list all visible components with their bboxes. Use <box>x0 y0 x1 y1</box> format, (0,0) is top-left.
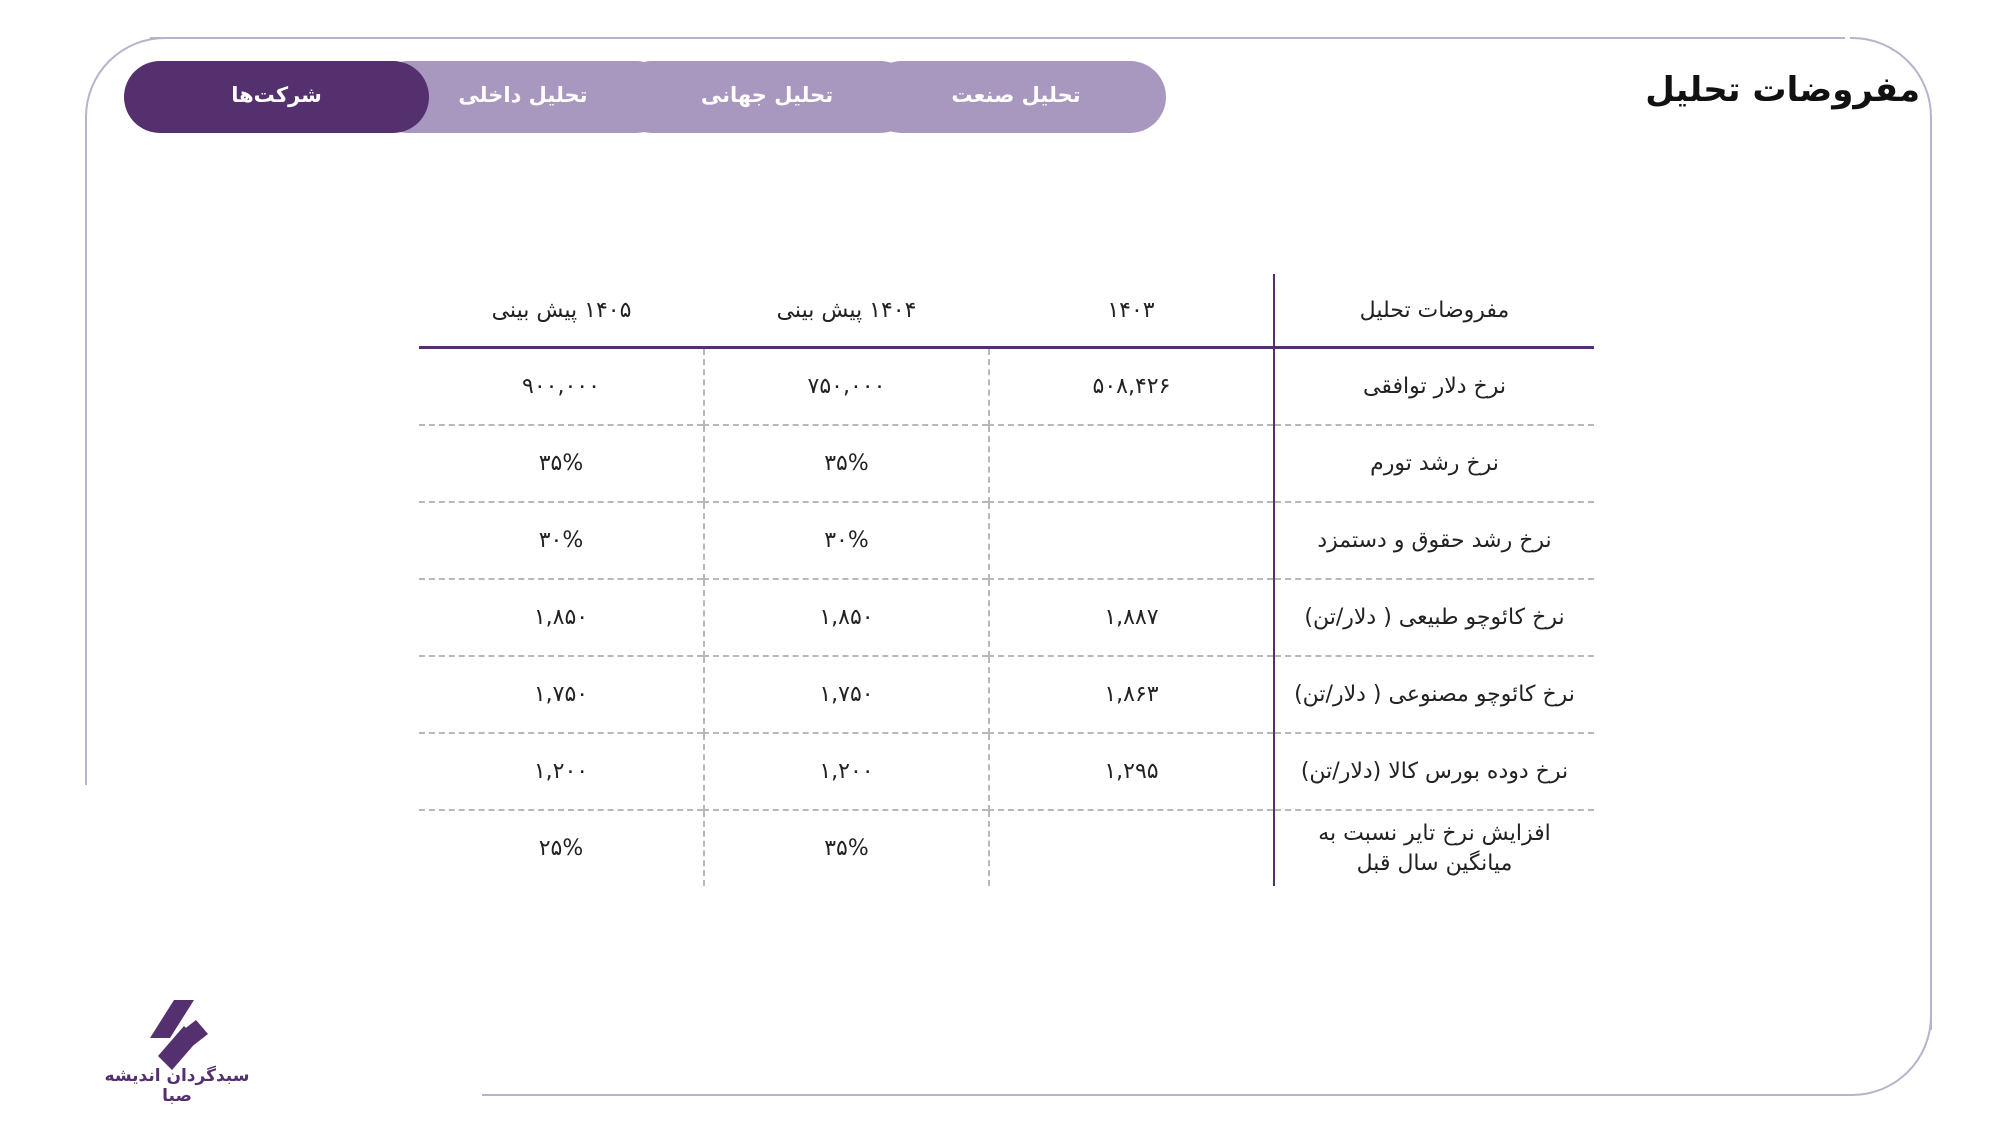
frame-right-line <box>1930 115 1932 1030</box>
tab-label: شرکت‌ها <box>231 83 322 107</box>
table-cell <box>989 810 1274 886</box>
table-cell: ۱,۲۰۰ <box>704 733 989 810</box>
table-cell: ۹۰۰,۰۰۰ <box>419 348 704 426</box>
frame-left-line <box>85 115 87 785</box>
frame-bottom-line <box>482 1094 1852 1096</box>
row-label: نرخ دلار توافقی <box>1274 348 1594 426</box>
page-title: مفروضات تحلیل <box>1645 70 1920 110</box>
table-header-row <box>419 274 1594 348</box>
table-row <box>419 810 1594 886</box>
table-row <box>419 425 1594 502</box>
tab-bar <box>124 61 1169 133</box>
row-label: نرخ کائوچو طبیعی ( دلار/تن) <box>1274 579 1594 656</box>
table-cell: ۱,۲۰۰ <box>419 733 704 810</box>
table-row <box>419 733 1594 810</box>
table-row <box>419 579 1594 656</box>
table-cell: ۱,۸۵۰ <box>419 579 704 656</box>
table-cell: ۳۵% <box>704 425 989 502</box>
table-row <box>419 656 1594 733</box>
frame-corner-bottom-right <box>1850 1014 1932 1096</box>
row-label: نرخ رشد تورم <box>1274 425 1594 502</box>
row-label <box>1274 810 1594 886</box>
table-cell <box>989 502 1274 579</box>
table-cell: ۷۵۰,۰۰۰ <box>704 348 989 426</box>
table-cell: ۳۵% <box>419 425 704 502</box>
table-cell: ۱,۷۵۰ <box>704 656 989 733</box>
column-header: ۱۴۰۴ پیش بینی <box>704 274 989 348</box>
tab-label: تحلیل داخلی <box>458 83 588 107</box>
table-cell: ۳۰% <box>419 502 704 579</box>
table-cell: ۳۵% <box>704 810 989 886</box>
column-header: ۱۴۰۳ <box>989 274 1274 348</box>
table-row <box>419 502 1594 579</box>
table-cell: ۱,۸۶۳ <box>989 656 1274 733</box>
tab-label: تحلیل صنعت <box>951 83 1081 107</box>
column-header: مفروضات تحلیل <box>1274 274 1594 348</box>
tab-label: تحلیل جهانی <box>700 83 834 107</box>
frame-top-line <box>150 37 1845 39</box>
table-cell: ۱,۸۵۰ <box>704 579 989 656</box>
table-cell: ۲۵% <box>538 836 584 861</box>
assumptions-table <box>419 274 1594 886</box>
table-cell: ۳۰% <box>704 502 989 579</box>
row-label-line: میانگین سال قبل <box>1356 850 1513 876</box>
row-label: نرخ کائوچو مصنوعی ( دلار/تن) <box>1274 656 1594 733</box>
column-header: ۱۴۰۵ پیش بینی <box>419 274 704 348</box>
table-row <box>419 348 1594 426</box>
table-cell <box>989 425 1274 502</box>
row-label-line: افزایش نرخ تایر نسبت به <box>1318 820 1551 846</box>
row-label: نرخ دوده بورس کالا (دلار/تن) <box>1274 733 1594 810</box>
table-cell: ۱,۸۸۷ <box>989 579 1274 656</box>
company-logo-text: سبدگردان اندیشه صبا <box>104 1066 250 1106</box>
row-label: نرخ رشد حقوق و دستمزد <box>1274 502 1594 579</box>
table-cell: ۵۰۸,۴۲۶ <box>989 348 1274 426</box>
tab-companies[interactable] <box>124 61 429 133</box>
table-cell: ۱,۲۹۵ <box>989 733 1274 810</box>
table-cell: ۱,۷۵۰ <box>419 656 704 733</box>
